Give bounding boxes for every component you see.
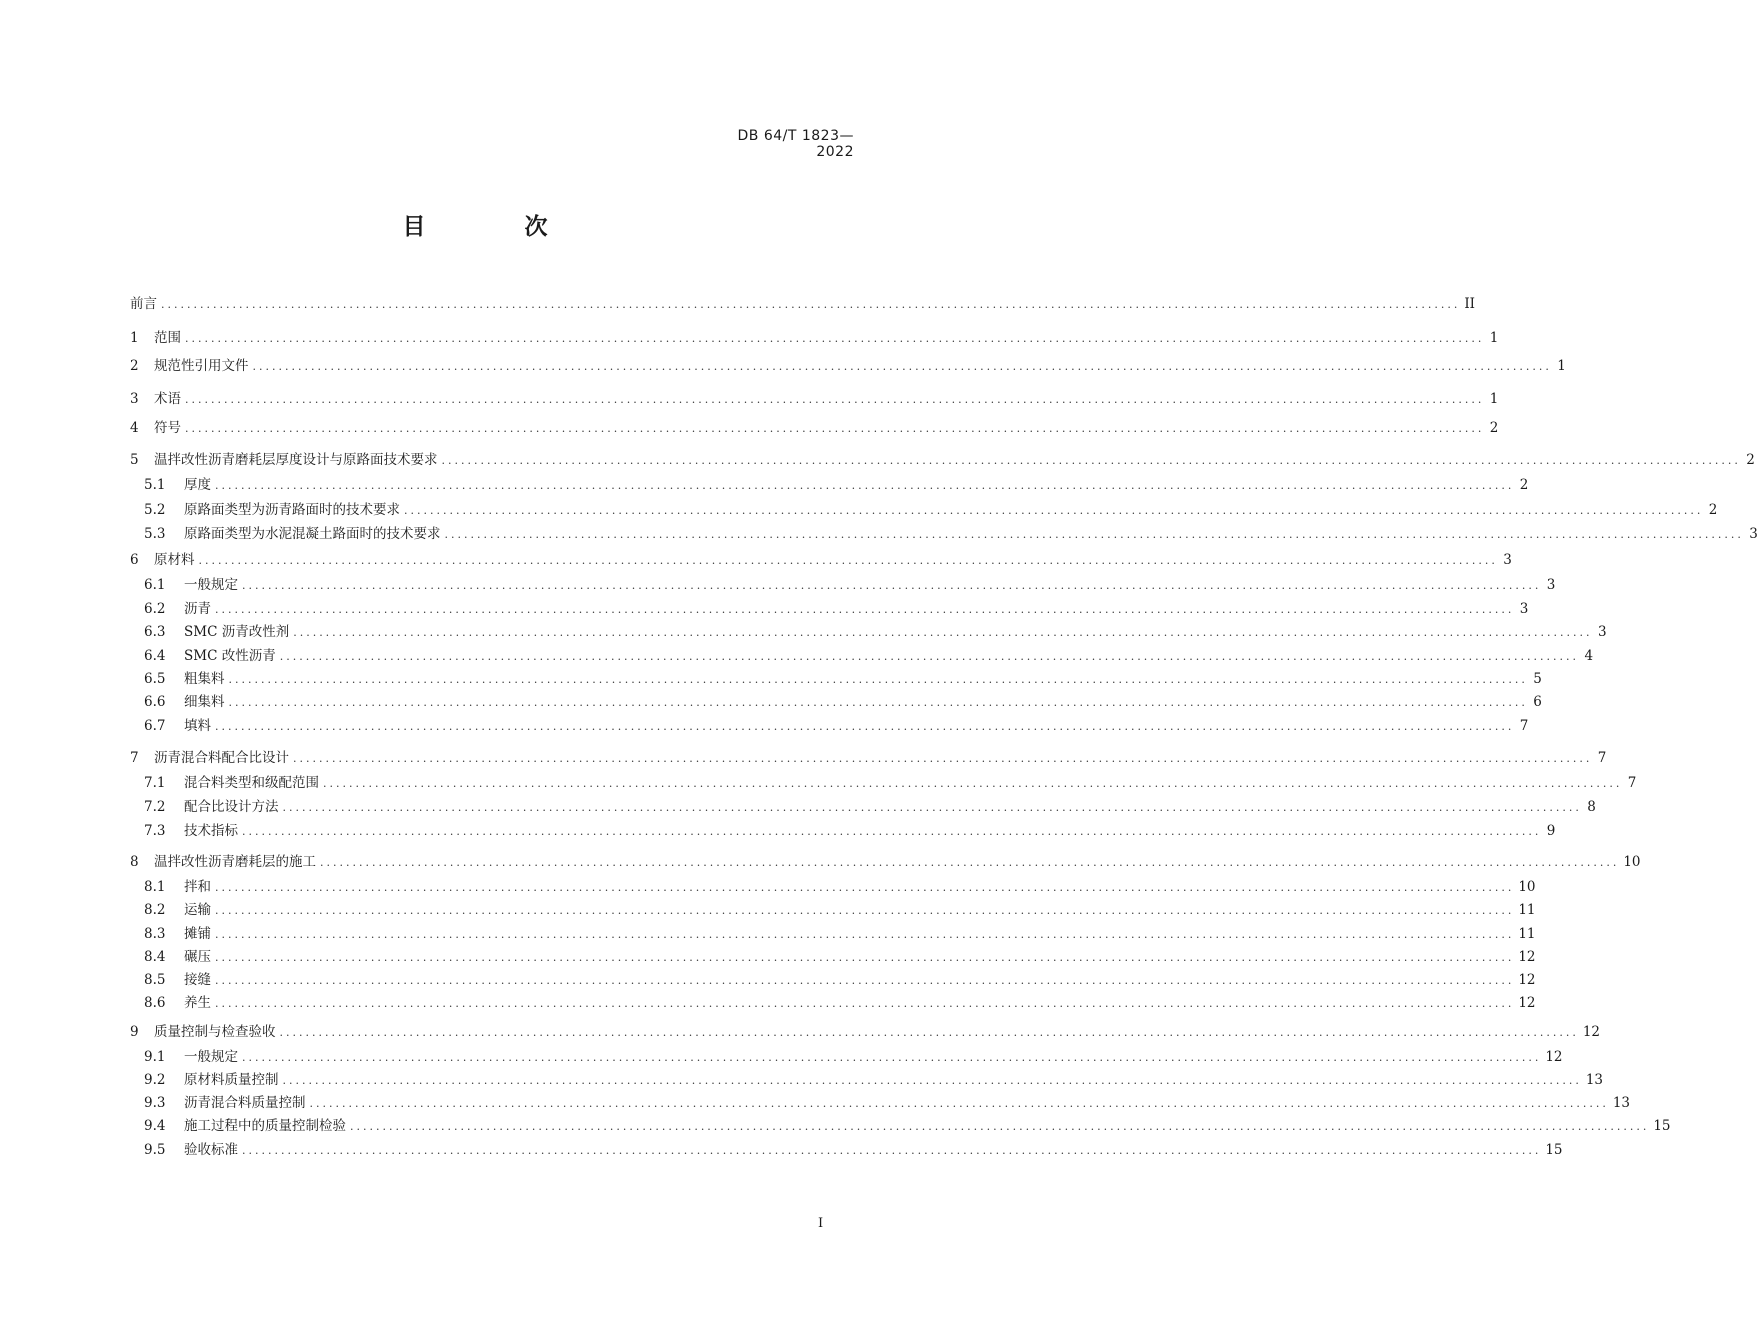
toc-entry-page: 3 bbox=[1597, 624, 1607, 640]
toc-leader-dots: ........................................................................................................................................................................................................ bbox=[279, 1026, 1579, 1039]
toc-entry-page: 3 bbox=[1503, 552, 1512, 568]
page-title: 目 次 bbox=[402, 214, 586, 240]
toc-entry[interactable] bbox=[144, 496, 1718, 518]
toc-leader-dots: ........................................................................................................................................................................................................ bbox=[323, 777, 1623, 790]
toc-entry-label: 原路面类型为水泥混凝土路面时的技术要求 bbox=[184, 526, 441, 542]
toc-entry[interactable] bbox=[130, 848, 1641, 870]
toc-leader-dots: ........................................................................................................................................................................................................ bbox=[252, 360, 1552, 373]
toc-leader-dots: ........................................................................................................................................................................................................ bbox=[215, 479, 1515, 492]
toc-entry[interactable] bbox=[144, 642, 1594, 664]
toc-entry-page: 11 bbox=[1518, 902, 1536, 918]
toc-leader-dots: ........................................................................................................................................................................................................ bbox=[242, 825, 1542, 838]
toc-leader-dots: ........................................................................................................................................................................................................ bbox=[282, 1074, 1582, 1087]
toc-entry[interactable] bbox=[144, 943, 1536, 965]
toc-leader-dots: ........................................................................................................................................................................................................ bbox=[215, 951, 1515, 964]
toc-entry-number: 9.1 bbox=[144, 1049, 166, 1065]
toc-entry-label: 技术指标 bbox=[184, 823, 238, 839]
toc-entry[interactable] bbox=[130, 446, 1755, 468]
toc-entry[interactable] bbox=[130, 385, 1499, 407]
toc-entry-page: 1 bbox=[1489, 391, 1499, 407]
toc-entry[interactable] bbox=[144, 896, 1536, 918]
toc-entry-label: 验收标准 bbox=[184, 1142, 238, 1158]
toc-entry-page: 11 bbox=[1518, 926, 1536, 942]
toc-entry[interactable] bbox=[144, 920, 1536, 942]
toc-entry[interactable] bbox=[144, 665, 1542, 687]
toc-leader-dots: ........................................................................................................................................................................................................ bbox=[228, 673, 1528, 686]
toc-leader-dots: ........................................................................................................................................................................................................ bbox=[242, 579, 1542, 592]
toc-entry[interactable] bbox=[130, 414, 1499, 436]
toc-entry[interactable] bbox=[144, 688, 1542, 710]
toc-entry-number: 9.5 bbox=[144, 1142, 166, 1158]
toc-entry-number: 5.1 bbox=[144, 477, 166, 493]
toc-entry-label: 一般规定 bbox=[184, 1049, 238, 1065]
toc-entry-label: 养生 bbox=[184, 995, 211, 1011]
toc-entry-label: SMC 改性沥青 bbox=[184, 648, 276, 664]
toc-entry-number: 5 bbox=[130, 452, 139, 468]
toc-leader-dots: ........................................................................................................................................................................................................ bbox=[279, 650, 1580, 663]
toc-entry[interactable] bbox=[144, 1089, 1631, 1111]
toc-entry-label: 混合料类型和级配范围 bbox=[184, 775, 319, 791]
toc-entry-number: 9.4 bbox=[144, 1118, 166, 1134]
toc-entry-label: 规范性引用文件 bbox=[154, 358, 249, 374]
toc-entry-number: 4 bbox=[130, 420, 139, 436]
toc-entry-number: 8.1 bbox=[144, 879, 166, 895]
toc-entry[interactable] bbox=[130, 352, 1566, 374]
toc-leader-dots: ........................................................................................................................................................................................................ bbox=[185, 393, 1485, 406]
toc-leader-dots: ........................................................................................................................................................................................................ bbox=[444, 528, 1744, 541]
toc-leader-dots: ........................................................................................................................................................................................................ bbox=[309, 1097, 1609, 1110]
toc-entry-label: 原路面类型为沥青路面时的技术要求 bbox=[184, 502, 400, 518]
toc-entry-number: 6.1 bbox=[144, 577, 166, 593]
toc-entry-number: 7.1 bbox=[144, 775, 166, 791]
toc-entry-number: 6.5 bbox=[144, 671, 166, 687]
toc-entry-label: 质量控制与检查验收 bbox=[154, 1024, 276, 1040]
toc-leader-dots: ........................................................................................................................................................................................................ bbox=[282, 801, 1582, 814]
toc-entry-page: 2 bbox=[1489, 420, 1499, 436]
toc-entry-number: 6.2 bbox=[144, 601, 166, 617]
toc-entry[interactable] bbox=[144, 618, 1607, 640]
toc-entry-number: 7.2 bbox=[144, 799, 166, 815]
toc-leader-dots: ........................................................................................................................................................................................................ bbox=[242, 1051, 1542, 1064]
toc-entry[interactable] bbox=[144, 1136, 1563, 1158]
toc-leader-dots: ........................................................................................................................................................................................................ bbox=[215, 928, 1515, 941]
toc-entry-number: 8.5 bbox=[144, 972, 166, 988]
toc-entry[interactable] bbox=[130, 744, 1607, 766]
toc-entry-page: 15 bbox=[1545, 1142, 1563, 1158]
toc-entry-number: 6.4 bbox=[144, 648, 166, 664]
toc-entry-number: 7.3 bbox=[144, 823, 166, 839]
toc-entry-number: 9 bbox=[130, 1024, 139, 1040]
toc-entry-label: 沥青 bbox=[184, 601, 211, 617]
toc-entry-page: 2 bbox=[1519, 477, 1529, 493]
toc-entry-label: 符号 bbox=[154, 420, 181, 436]
toc-entry-page: 10 bbox=[1623, 854, 1641, 870]
toc-entry-label: 运输 bbox=[184, 902, 211, 918]
toc-leader-dots: ........................................................................................................................................................................................................ bbox=[215, 881, 1515, 894]
toc-entry[interactable] bbox=[130, 546, 1512, 568]
toc-entry[interactable] bbox=[144, 520, 1758, 542]
toc-leader-dots: ........................................................................................................................................................................................................ bbox=[441, 454, 1741, 467]
toc-entry-number: 8.2 bbox=[144, 902, 166, 918]
toc-entry-label: 一般规定 bbox=[184, 577, 238, 593]
toc-entry-number: 2 bbox=[130, 358, 139, 374]
toc-entry[interactable] bbox=[144, 712, 1529, 734]
toc-leader-dots: ........................................................................................................................................................................................................ bbox=[228, 696, 1528, 709]
toc-leader-dots: ........................................................................................................................................................................................................ bbox=[185, 332, 1485, 345]
toc-entry-label: 配合比设计方法 bbox=[184, 799, 279, 815]
toc-entry[interactable] bbox=[144, 793, 1596, 815]
toc-entry-page: 2 bbox=[1708, 502, 1718, 518]
toc-entry-page: 15 bbox=[1653, 1118, 1671, 1134]
toc-entry[interactable] bbox=[144, 595, 1529, 617]
toc-entry-page: 6 bbox=[1533, 694, 1542, 710]
toc-entry-page: 5 bbox=[1533, 671, 1542, 687]
toc-entry-page: 9 bbox=[1546, 823, 1556, 839]
toc-entry-page: 3 bbox=[1749, 526, 1758, 542]
toc-entry-number: 5.3 bbox=[144, 526, 166, 542]
toc-entry-page: II bbox=[1464, 296, 1475, 312]
toc-leader-dots: ........................................................................................................................................................................................................ bbox=[242, 1144, 1542, 1157]
toc-entry-number: 6 bbox=[130, 552, 139, 568]
toc-entry-page: 7 bbox=[1627, 775, 1637, 791]
toc-leader-dots: ........................................................................................................................................................................................................ bbox=[185, 422, 1485, 435]
toc-leader-dots: ........................................................................................................................................................................................................ bbox=[320, 856, 1620, 869]
toc-entry-page: 13 bbox=[1612, 1095, 1631, 1111]
toc-entry-label: 施工过程中的质量控制检验 bbox=[184, 1118, 346, 1134]
toc-entry[interactable] bbox=[144, 1066, 1604, 1088]
toc-leader-dots: ........................................................................................................................................................................................................ bbox=[404, 504, 1704, 517]
toc-entry-label: 前言 bbox=[130, 296, 157, 312]
toc-entry-label: 术语 bbox=[154, 391, 181, 407]
toc-leader-dots: ........................................................................................................................................................................................................ bbox=[215, 603, 1515, 616]
toc-entry-page: 7 bbox=[1597, 750, 1607, 766]
toc-entry-page: 3 bbox=[1519, 601, 1529, 617]
toc-entry-label: 沥青混合料质量控制 bbox=[184, 1095, 306, 1111]
page-number: I bbox=[818, 1216, 824, 1231]
toc-entry-label: 温拌改性沥青磨耗层厚度设计与原路面技术要求 bbox=[154, 452, 438, 468]
toc-entry[interactable] bbox=[144, 769, 1637, 791]
toc-entry-page: 12 bbox=[1518, 972, 1536, 988]
toc-entry-label: 原材料质量控制 bbox=[184, 1072, 279, 1088]
toc-leader-dots: ........................................................................................................................................................................................................ bbox=[215, 997, 1515, 1010]
document-code: DB 64/T 1823—2022 bbox=[737, 128, 854, 160]
toc-entry[interactable] bbox=[130, 1018, 1601, 1040]
toc-entry-page: 12 bbox=[1518, 995, 1536, 1011]
toc-entry[interactable] bbox=[144, 471, 1529, 493]
toc-entry-number: 8.4 bbox=[144, 949, 166, 965]
toc-entry-page: 7 bbox=[1519, 718, 1529, 734]
toc-entry-page: 12 bbox=[1582, 1024, 1601, 1040]
toc-entry-label: SMC 沥青改性剂 bbox=[184, 624, 290, 640]
toc-entry-page: 1 bbox=[1557, 358, 1566, 374]
toc-entry-label: 厚度 bbox=[184, 477, 211, 493]
toc-entry-page: 10 bbox=[1518, 879, 1536, 895]
toc-entry-page: 8 bbox=[1587, 799, 1596, 815]
toc-entry-page: 2 bbox=[1746, 452, 1755, 468]
toc-entry-number: 7 bbox=[130, 750, 139, 766]
toc-entry[interactable] bbox=[144, 989, 1536, 1011]
toc-entry-number: 6.7 bbox=[144, 718, 166, 734]
toc-entry[interactable] bbox=[144, 966, 1536, 988]
toc-entry[interactable] bbox=[144, 817, 1556, 839]
toc-entry-page: 1 bbox=[1489, 330, 1499, 346]
toc-entry-number: 9.2 bbox=[144, 1072, 166, 1088]
toc-leader-dots: ........................................................................................................................................................................................................ bbox=[293, 626, 1593, 639]
toc-entry-number: 8.6 bbox=[144, 995, 166, 1011]
toc-entry-number: 6.6 bbox=[144, 694, 166, 710]
toc-entry-page: 3 bbox=[1546, 577, 1556, 593]
toc-entry-page: 4 bbox=[1584, 648, 1594, 664]
toc-entry-number: 5.2 bbox=[144, 502, 166, 518]
toc-leader-dots: ........................................................................................................................................................................................................ bbox=[215, 904, 1515, 917]
toc-entry-label: 拌和 bbox=[184, 879, 211, 895]
toc-entry-label: 碾压 bbox=[184, 949, 211, 965]
toc-entry-label: 摊铺 bbox=[184, 926, 211, 942]
toc-entry-number: 6.3 bbox=[144, 624, 166, 640]
toc-entry-number: 9.3 bbox=[144, 1095, 166, 1111]
toc-entry[interactable] bbox=[144, 1112, 1671, 1134]
toc-entry[interactable] bbox=[130, 324, 1499, 346]
toc-entry-page: 12 bbox=[1545, 1049, 1563, 1065]
toc-leader-dots: ........................................................................................................................................................................................................ bbox=[161, 298, 1461, 311]
toc-entry-label: 原材料 bbox=[154, 552, 195, 568]
toc-entry-label: 粗集料 bbox=[184, 671, 225, 687]
toc-entry-label: 范围 bbox=[154, 330, 181, 346]
toc-entry-number: 3 bbox=[130, 391, 139, 407]
toc-entry-number: 1 bbox=[130, 330, 139, 346]
toc-entry[interactable] bbox=[144, 873, 1536, 895]
toc-entry-page: 13 bbox=[1585, 1072, 1604, 1088]
toc-leader-dots: ........................................................................................................................................................................................................ bbox=[293, 752, 1593, 765]
toc-entry-label: 细集料 bbox=[184, 694, 225, 710]
toc-leader-dots: ........................................................................................................................................................................................................ bbox=[198, 554, 1498, 567]
toc-entry[interactable] bbox=[130, 290, 1475, 312]
toc-entry-number: 8 bbox=[130, 854, 139, 870]
toc-entry-page: 12 bbox=[1518, 949, 1536, 965]
toc-entry-number: 8.3 bbox=[144, 926, 166, 942]
toc-entry[interactable] bbox=[144, 1043, 1563, 1065]
toc-leader-dots: ........................................................................................................................................................................................................ bbox=[215, 720, 1515, 733]
toc-entry-label: 温拌改性沥青磨耗层的施工 bbox=[154, 854, 316, 870]
toc-entry-label: 接缝 bbox=[184, 972, 211, 988]
toc-leader-dots: ........................................................................................................................................................................................................ bbox=[350, 1120, 1650, 1133]
toc-leader-dots: ........................................................................................................................................................................................................ bbox=[215, 974, 1515, 987]
toc-entry[interactable] bbox=[144, 571, 1556, 593]
toc-entry-label: 沥青混合料配合比设计 bbox=[154, 750, 289, 766]
toc-entry-label: 填料 bbox=[184, 718, 211, 734]
